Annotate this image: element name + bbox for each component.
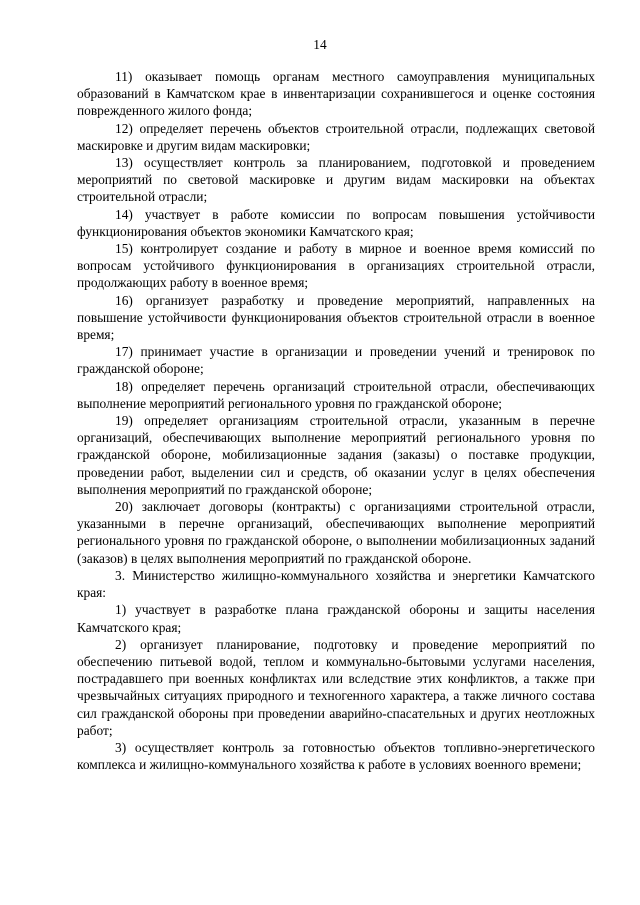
paragraph-item-20: 20) заключает договоры (контракты) с организациями строительной отрасли, указанными в перечне организаций, обеспечивающих выполнение мероприятий регионального уровня по гражданской обороне, о выполнении мобилизационных заданий (заказов) в целях выполнения мероприятий по гражданской обороне. [77,499,595,566]
paragraph-ministry-item-1: 1) участвует в разработке плана гражданской обороны и защиты населения Камчатского края; [77,602,595,635]
paragraph-item-17: 17) принимает участие в организации и проведении учений и тренировок по гражданской обороне; [77,344,595,377]
paragraph-ministry-item-2: 2) организует планирование, подготовку и проведение мероприятий по обеспечению питьевой водой, теплом и коммунально-бытовыми услугами населения, пострадавшего при военных конфликтах или вследствие этих конфликтов, а также при чрезвычайных ситуациях природного и техногенного характера, а также личного состава сил гражданской обороны при проведении аварийно-спасательных и других неотложных работ; [77,636,595,738]
paragraph-item-14: 14) участвует в работе комиссии по вопросам повышения устойчивости функционирования объектов экономики Камчатского края; [77,206,595,239]
paragraph-item-15: 15) контролирует создание и работу в мирное и военное время комиссий по вопросам устойчивого функционирования в организациях строительной отрасли, продолжающих работу в военное время; [77,241,595,291]
paragraph-item-19: 19) определяет организациям строительной отрасли, указанным в перечне организаций, обеспечивающих выполнение мероприятий регионального уровня по гражданской обороне, мобилизационные задания (заказы) о поставке продукции, проведении работ, выделении сил и средств, об оказании услуг в целях обеспечения выполнения мероприятий по гражданской обороне; [77,413,595,497]
paragraph-item-13: 13) осуществляет контроль за планированием, подготовкой и проведением мероприятий по световой маскировке и другим видам маскировки на объектах строительной отрасли; [77,155,595,205]
page-number: 14 [313,37,327,52]
paragraph-item-18: 18) определяет перечень организаций строительной отрасли, обеспечивающих выполнение мероприятий регионального уровня по гражданской обороне; [77,378,595,411]
paragraph-item-16: 16) организует разработку и проведение мероприятий, направленных на повышение устойчивости функционирования объектов строительной отрасли в военное время; [77,292,595,343]
paragraph-ministry-item-3: 3) осуществляет контроль за готовностью объектов топливно-энергетического комплекса и жилищно-коммунального хозяйства к работе в условиях военного времени; [77,739,595,773]
paragraph-item-11: 11) оказывает помощь органам местного самоуправления муниципальных образований в Камчатском крае в инвентаризации сохранившегося и оценке состояния поврежденного жилого фонда; [77,69,595,119]
paragraph-item-12: 12) определяет перечень объектов строительной отрасли, подлежащих световой маскировке и другим видам маскировки; [77,120,595,153]
document-body [77,68,595,773]
section-heading-ministry: 3. Министерство жилищно-коммунального хозяйства и энергетики Камчатского края: [77,567,595,601]
